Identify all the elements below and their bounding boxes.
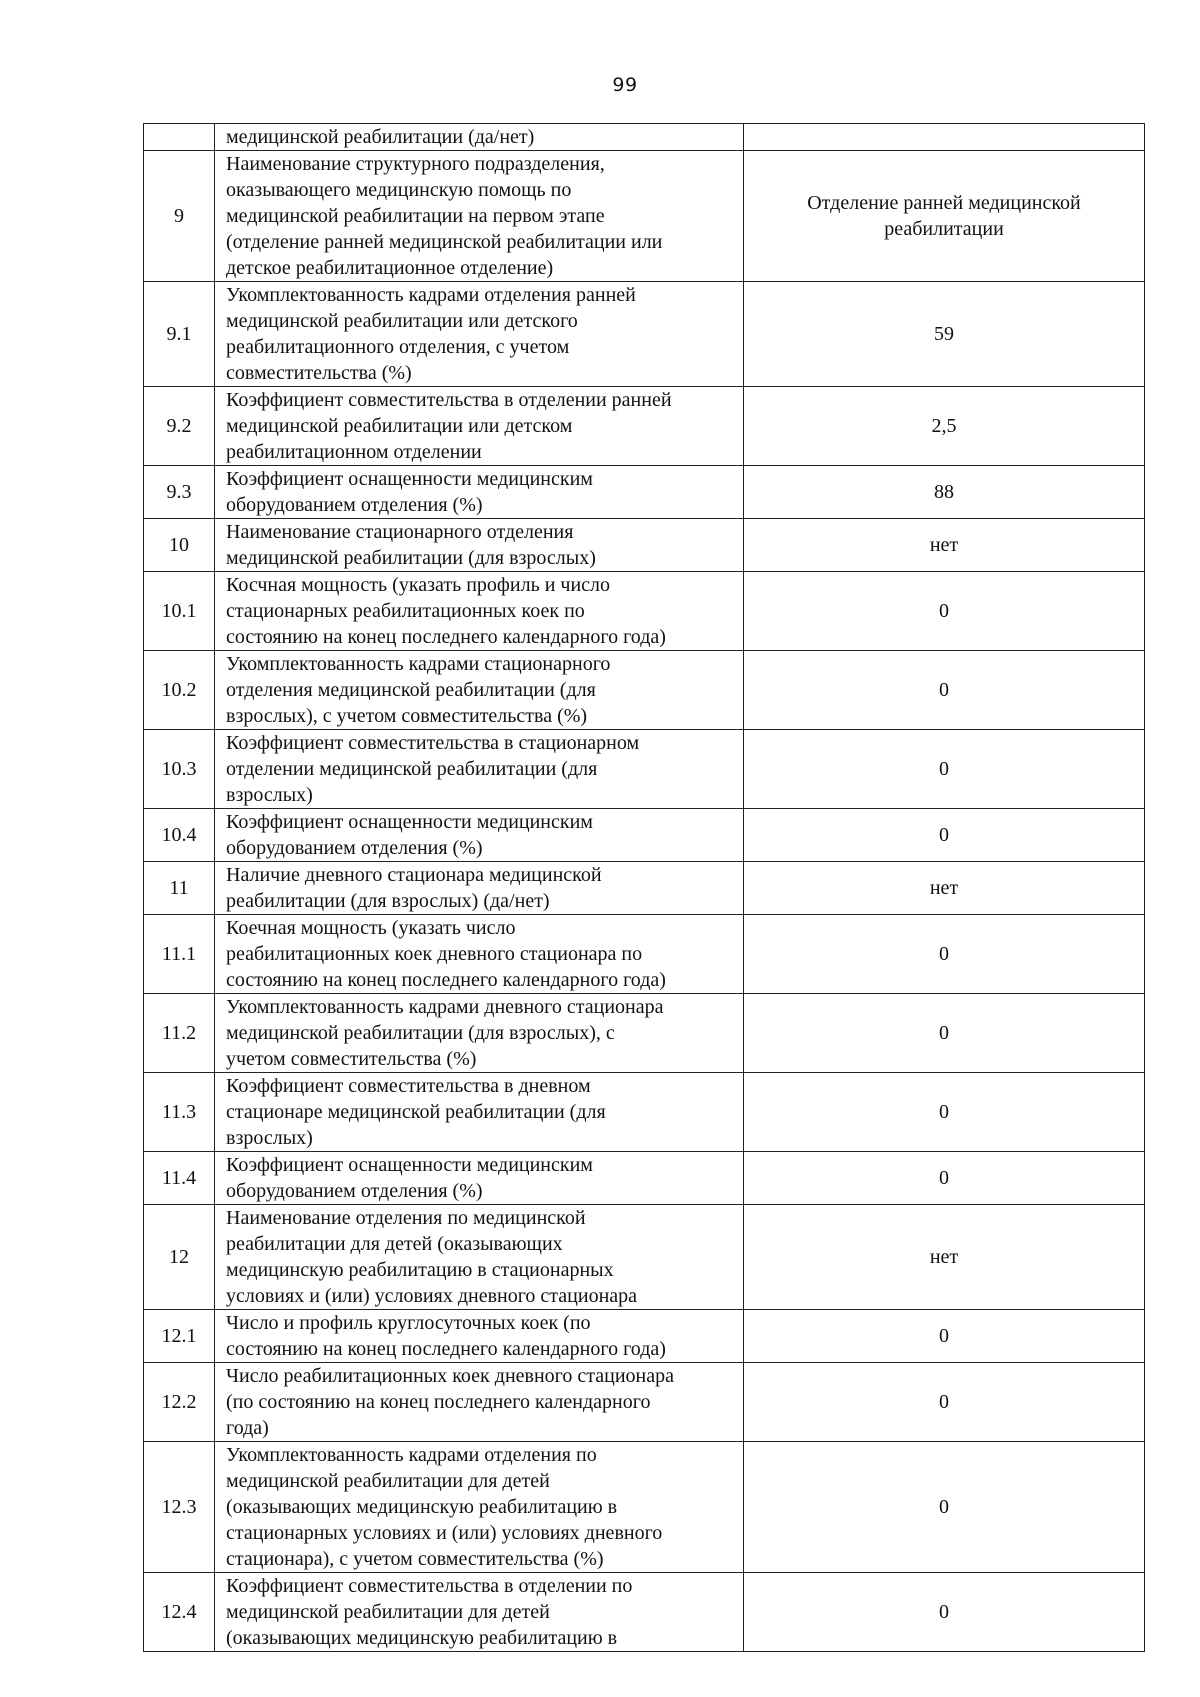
- indicator-description: Коэффициент оснащенности медицинским оборудованием отделения (%): [215, 1152, 744, 1205]
- table-row: [144, 862, 1145, 915]
- indicator-description: Коечная мощность (указать число реабилитационных коек дневного стационара по состоянию на конец последнего календарного года): [215, 915, 744, 994]
- table-row: [144, 282, 1145, 387]
- table-row: [144, 915, 1145, 994]
- indicator-description: Укомплектованность кадрами дневного стационара медицинской реабилитации (для взрослых), с учетом совместительства (%): [215, 994, 744, 1073]
- indicator-description: медицинской реабилитации (да/нет): [215, 124, 744, 151]
- table-row: [144, 124, 1145, 151]
- indicator-value: 0: [744, 1310, 1145, 1363]
- indicator-value: 0: [744, 915, 1145, 994]
- indicator-value: 0: [744, 1442, 1145, 1573]
- indicator-description: Число реабилитационных коек дневного стационара (по состоянию на конец последнего календарного года): [215, 1363, 744, 1442]
- indicator-description: Укомплектованность кадрами стационарного отделения медицинской реабилитации (для взрослых), с учетом совместительства (%): [215, 651, 744, 730]
- table-row: [144, 651, 1145, 730]
- row-number: 10.2: [144, 651, 215, 730]
- row-number: 11.3: [144, 1073, 215, 1152]
- table-row: [144, 151, 1145, 282]
- table-row: [144, 809, 1145, 862]
- table-row: [144, 1152, 1145, 1205]
- indicator-description: Коэффициент оснащенности медицинским оборудованием отделения (%): [215, 466, 744, 519]
- indicator-description: Наименование структурного подразделения, оказывающего медицинскую помощь по медицинской реабилитации на первом этапе (отделение ранней медицинской реабилитации или детское реабилитационное отделение): [215, 151, 744, 282]
- table-row: [144, 1073, 1145, 1152]
- indicator-description: Коэффициент совместительства в отделении ранней медицинской реабилитации или детском реабилитационном отделении: [215, 387, 744, 466]
- row-number: 12.3: [144, 1442, 215, 1573]
- row-number: 9.2: [144, 387, 215, 466]
- indicator-description: Коэффициент оснащенности медицинским оборудованием отделения (%): [215, 809, 744, 862]
- table-row: [144, 519, 1145, 572]
- indicator-description: Число и профиль круглосуточных коек (по состоянию на конец последнего календарного года): [215, 1310, 744, 1363]
- indicator-description: Укомплектованность кадрами отделения по медицинской реабилитации для детей (оказывающих медицинскую реабилитацию в стационарных условиях и (или) условиях дневного стационара), с учетом совместительства (%): [215, 1442, 744, 1573]
- indicator-value: нет: [744, 1205, 1145, 1310]
- indicator-value: 0: [744, 730, 1145, 809]
- indicator-value: 0: [744, 1573, 1145, 1652]
- row-number: 12.1: [144, 1310, 215, 1363]
- indicator-description: Косчная мощность (указать профиль и число стационарных реабилитационных коек по состоянию на конец последнего календарного года): [215, 572, 744, 651]
- indicator-value: Отделение ранней медицинской реабилитации: [744, 151, 1145, 282]
- indicator-description: Коэффициент совместительства в дневном стационаре медицинской реабилитации (для взрослых): [215, 1073, 744, 1152]
- row-number: [144, 124, 215, 151]
- row-number: 12.4: [144, 1573, 215, 1652]
- indicator-description: Наименование отделения по медицинской реабилитации для детей (оказывающих медицинскую реабилитацию в стационарных условиях и (или) условиях дневного стационара: [215, 1205, 744, 1310]
- indicator-value: нет: [744, 862, 1145, 915]
- table-row: [144, 994, 1145, 1073]
- indicator-description: Коэффициент совместительства в отделении по медицинской реабилитации для детей (оказывающих медицинскую реабилитацию в: [215, 1573, 744, 1652]
- table-row: [144, 387, 1145, 466]
- table-row: [144, 1573, 1145, 1652]
- indicator-value: 0: [744, 651, 1145, 730]
- row-number: 11: [144, 862, 215, 915]
- row-number: 11.4: [144, 1152, 215, 1205]
- page-number: 99: [612, 74, 638, 96]
- row-number: 11.2: [144, 994, 215, 1073]
- indicator-value: 59: [744, 282, 1145, 387]
- row-number: 11.1: [144, 915, 215, 994]
- indicator-value: нет: [744, 519, 1145, 572]
- indicator-value: 0: [744, 1363, 1145, 1442]
- indicator-description: Наличие дневного стационара медицинской реабилитации (для взрослых) (да/нет): [215, 862, 744, 915]
- indicator-value: [744, 124, 1145, 151]
- indicator-description: Укомплектованность кадрами отделения ранней медицинской реабилитации или детского реабилитационного отделения, с учетом совместительства (%): [215, 282, 744, 387]
- table-row: [144, 1205, 1145, 1310]
- table-row: [144, 1310, 1145, 1363]
- table-row: [144, 1442, 1145, 1573]
- table-row: [144, 1363, 1145, 1442]
- indicator-value: 2,5: [744, 387, 1145, 466]
- row-number: 10.1: [144, 572, 215, 651]
- indicator-value: 0: [744, 994, 1145, 1073]
- row-number: 10.3: [144, 730, 215, 809]
- row-number: 9.3: [144, 466, 215, 519]
- indicator-value: 0: [744, 809, 1145, 862]
- row-number: 10: [144, 519, 215, 572]
- indicator-value: 0: [744, 572, 1145, 651]
- row-number: 10.4: [144, 809, 215, 862]
- row-number: 9.1: [144, 282, 215, 387]
- table-row: [144, 730, 1145, 809]
- row-number: 12: [144, 1205, 215, 1310]
- indicator-value: 0: [744, 1152, 1145, 1205]
- table-row: [144, 466, 1145, 519]
- indicator-value: 0: [744, 1073, 1145, 1152]
- row-number: 9: [144, 151, 215, 282]
- table-row: [144, 572, 1145, 651]
- table-body: [144, 124, 1145, 1652]
- indicator-description: Наименование стационарного отделения медицинской реабилитации (для взрослых): [215, 519, 744, 572]
- indicator-value: 88: [744, 466, 1145, 519]
- indicators-table: [143, 123, 1145, 1652]
- row-number: 12.2: [144, 1363, 215, 1442]
- indicator-description: Коэффициент совместительства в стационарном отделении медицинской реабилитации (для взрослых): [215, 730, 744, 809]
